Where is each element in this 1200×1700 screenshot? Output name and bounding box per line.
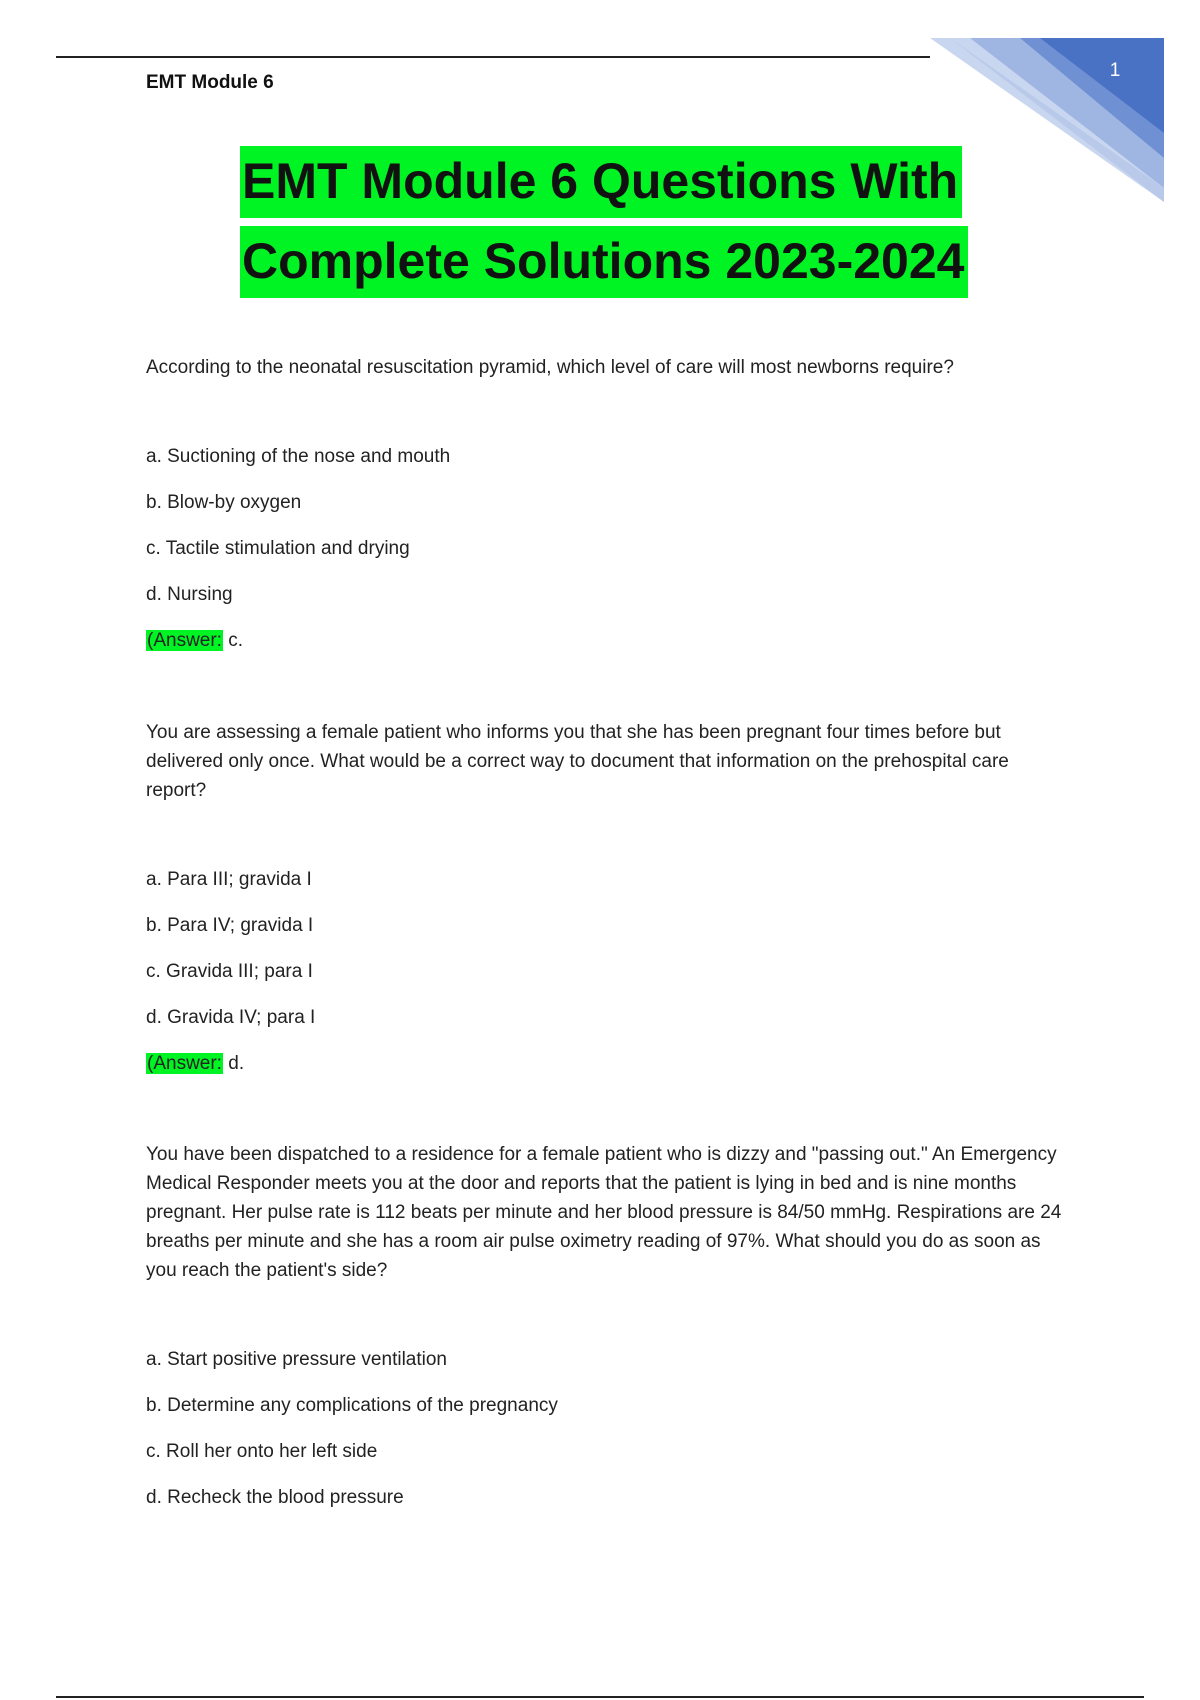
- option-c: c. Tactile stimulation and drying: [146, 538, 410, 559]
- options-list: [146, 865, 1066, 1049]
- title-line-1: EMT Module 6 Questions With: [240, 146, 962, 218]
- answer-value: d.: [228, 1053, 245, 1074]
- option-a: a. Suctioning of the nose and mouth: [146, 446, 451, 467]
- answer-value: c.: [228, 630, 244, 651]
- answer-line: [146, 626, 1066, 655]
- options-list: [146, 1345, 1066, 1529]
- option-a: a. Para III; gravida I: [146, 869, 312, 890]
- document-title: [240, 146, 965, 306]
- question-block-1: [146, 353, 1066, 655]
- question-block-3: [146, 1140, 1066, 1529]
- option-c: c. Roll her onto her left side: [146, 1441, 378, 1462]
- option-d: d. Nursing: [146, 584, 233, 605]
- question-text: You are assessing a female patient who informs you that she has been pregnant four times before but delivered only once. What would be a correct way to document that information on the prehospital care report?: [146, 722, 1009, 801]
- header-label: EMT Module 6: [146, 72, 274, 93]
- question-text: According to the neonatal resuscitation pyramid, which level of care will most newborns require?: [146, 357, 954, 378]
- option-a: a. Start positive pressure ventilation: [146, 1349, 447, 1370]
- option-d: d. Gravida IV; para I: [146, 1007, 316, 1028]
- page-number: 1: [1109, 60, 1121, 81]
- question-text: You have been dispatched to a residence for a female patient who is dizzy and "passing out." An Emergency Medical Responder meets you at the door and reports that the patient is lying in bed and is nine months pregnant. Her pulse rate is 112 beats per minute and her blood pressure is 84/50 mmHg. Respirations are 24 breaths per minute and she has a room air pulse oximetry reading of 97%. What should you do as soon as you reach the patient's side?: [146, 1144, 1062, 1281]
- option-c: c. Gravida III; para I: [146, 961, 313, 982]
- title-line-2: Complete Solutions 2023-2024: [240, 226, 968, 298]
- footer-rule: [56, 1696, 1144, 1698]
- header-rule: [56, 56, 930, 58]
- option-d: d. Recheck the blood pressure: [146, 1487, 404, 1508]
- option-b: b. Para IV; gravida I: [146, 915, 314, 936]
- option-b: b. Blow-by oxygen: [146, 492, 302, 513]
- question-block-2: [146, 718, 1066, 1078]
- answer-label: (Answer:: [147, 1053, 222, 1074]
- options-list: [146, 442, 1066, 626]
- answer-line: [146, 1049, 1066, 1078]
- answer-label: (Answer:: [147, 630, 222, 651]
- option-b: b. Determine any complications of the pregnancy: [146, 1395, 558, 1416]
- corner-decoration: [930, 38, 1164, 202]
